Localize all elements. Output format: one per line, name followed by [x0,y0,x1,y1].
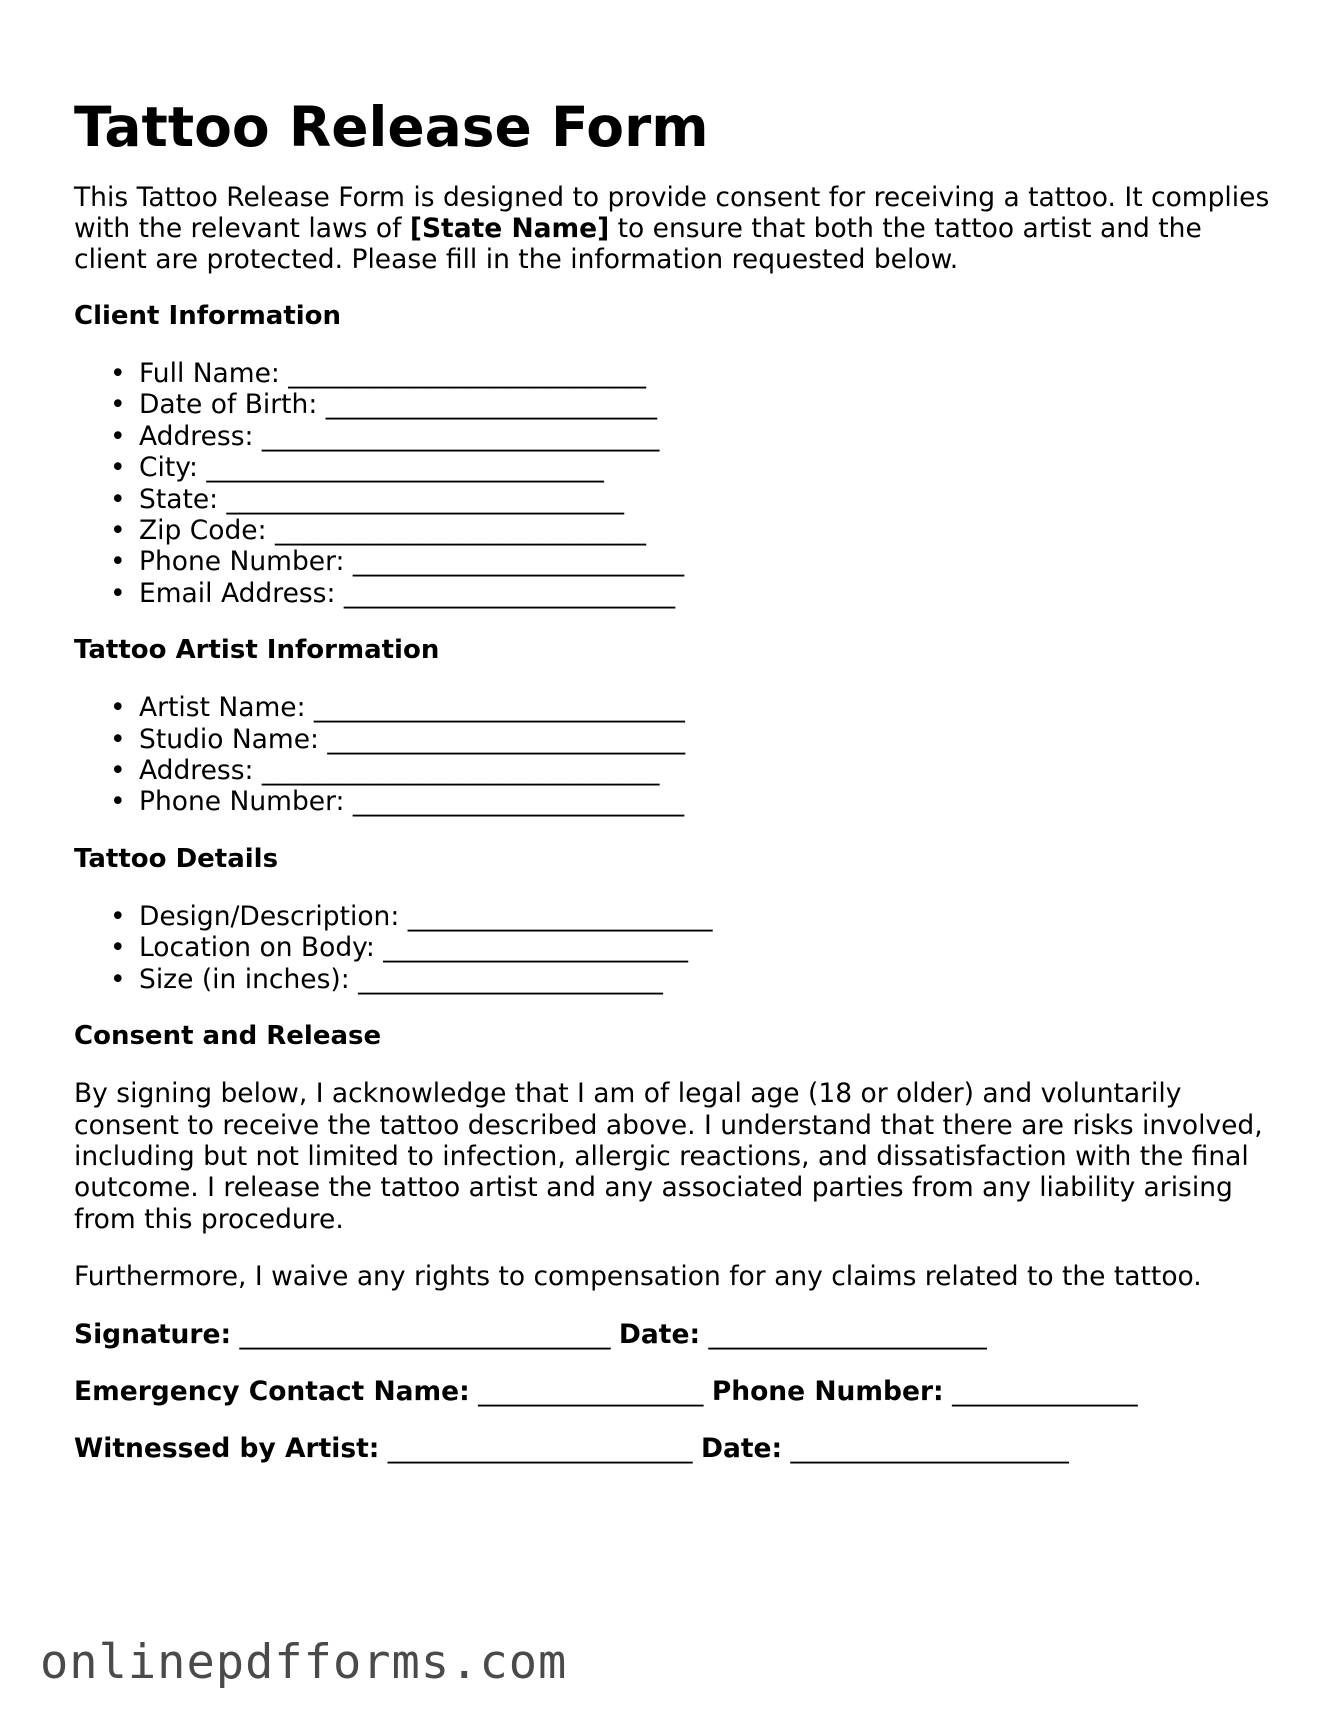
client-date-of-birth-field[interactable] [110,389,1274,421]
artist-address-field[interactable] [110,755,1274,787]
client-information-list [74,358,1274,609]
emergency-contact-label: Emergency Contact Name: [74,1375,470,1407]
artist-name-field[interactable] [110,692,1274,724]
signature-field[interactable]: ____________________________ [231,1318,619,1350]
field-label: Full Name: ___________________________ [139,358,647,389]
witness-label: Witnessed by Artist: [74,1433,380,1465]
emergency-contact-line [74,1376,1274,1407]
witness-date-label: Date: [700,1433,783,1465]
studio-name-field[interactable] [110,723,1274,755]
bullet-icon: • [110,963,126,995]
field-label: Design/Description: _______________________ [139,900,713,932]
signature-label: Signature: [74,1318,232,1350]
bullet-icon: • [110,389,126,421]
client-address-field[interactable] [110,420,1274,452]
bullet-icon: • [110,420,126,452]
field-label: City: ______________________________ [139,452,604,484]
field-label: Address: ______________________________ [139,755,660,787]
field-label: Artist Name: ____________________________ [139,692,685,724]
client-full-name-field[interactable] [110,358,1274,389]
field-label: State: ______________________________ [139,483,624,515]
artist-phone-number-field[interactable] [110,786,1274,818]
bullet-icon: • [110,755,126,787]
emergency-phone-field[interactable]: ______________ [943,1375,1138,1407]
date-label: Date: [618,1318,701,1350]
client-city-field[interactable] [110,452,1274,484]
location-on-body-field[interactable] [110,932,1274,964]
bullet-icon: • [110,452,126,484]
field-label: Phone Number: _________________________ [139,786,685,818]
client-information-heading: Client Information [74,301,342,331]
intro-text-2: to ensure that both the tattoo artist and the client are protected. Please fill in the information requested below. [74,213,1202,275]
witness-date-field[interactable]: _____________________ [782,1433,1069,1465]
form-page [74,92,1274,1465]
size-in-inches-field[interactable] [110,963,1274,995]
bullet-icon: • [110,786,126,818]
design-description-field[interactable] [110,900,1274,932]
field-label: Location on Body: _______________________ [139,932,689,964]
artist-information-list [74,692,1274,818]
tattoo-details-list [74,901,1274,995]
field-label: Email Address: _________________________ [139,577,676,609]
signature-line [74,1319,1274,1350]
page-title: Tattoo Release Form [74,95,709,159]
witness-line [74,1433,1274,1464]
field-label: Zip Code: ____________________________ [139,515,646,547]
bullet-icon: • [110,358,126,389]
artist-information-heading: Tattoo Artist Information [74,635,440,666]
waiver-paragraph: Furthermore, I waive any rights to compensation for any claims related to the tattoo. [74,1261,1202,1293]
intro-paragraph [74,182,1274,275]
bullet-icon: • [110,900,126,932]
bullet-icon: • [110,577,126,609]
consent-release-heading: Consent and Release [74,1021,382,1052]
watermark: onlinepdfforms.com [40,1635,568,1690]
client-state-field[interactable] [110,483,1274,515]
intro-text-1: This Tattoo Release Form is designed to provide consent for receiving a tattoo. It complies with the relevant laws of [74,182,1270,244]
client-zip-code-field[interactable] [110,515,1274,547]
emergency-phone-label: Phone Number: [711,1375,944,1407]
client-email-address-field[interactable] [110,577,1274,609]
field-label: Address: ______________________________ [139,420,660,452]
bullet-icon: • [110,483,126,515]
bullet-icon: • [110,515,126,547]
state-name-placeholder: [State Name] [409,213,610,244]
tattoo-details-heading: Tattoo Details [74,843,279,874]
field-label: Date of Birth: _________________________ [139,389,657,421]
signature-date-field[interactable]: _____________________ [700,1318,987,1350]
field-label: Size (in inches): _______________________ [139,963,663,995]
bullet-icon: • [110,723,126,755]
bullet-icon: • [110,932,126,964]
client-phone-number-field[interactable] [110,546,1274,578]
bullet-icon: • [110,546,126,578]
bullet-icon: • [110,692,126,724]
field-label: Studio Name: ___________________________ [139,723,686,755]
witness-field[interactable]: _______________________ [379,1433,701,1465]
field-label: Phone Number: _________________________ [139,546,685,578]
emergency-contact-field[interactable]: _________________ [469,1375,712,1407]
consent-paragraph: By signing below, I acknowledge that I am of legal age (18 or older) and voluntarily consent to receive the tattoo described above. I understand that there are risks involved, including but not limited to infection, allergic reactions, and dissatisfaction with the final outcome. I release the tattoo artist and any associated parties from any liability arising from this procedure. [74,1078,1263,1235]
